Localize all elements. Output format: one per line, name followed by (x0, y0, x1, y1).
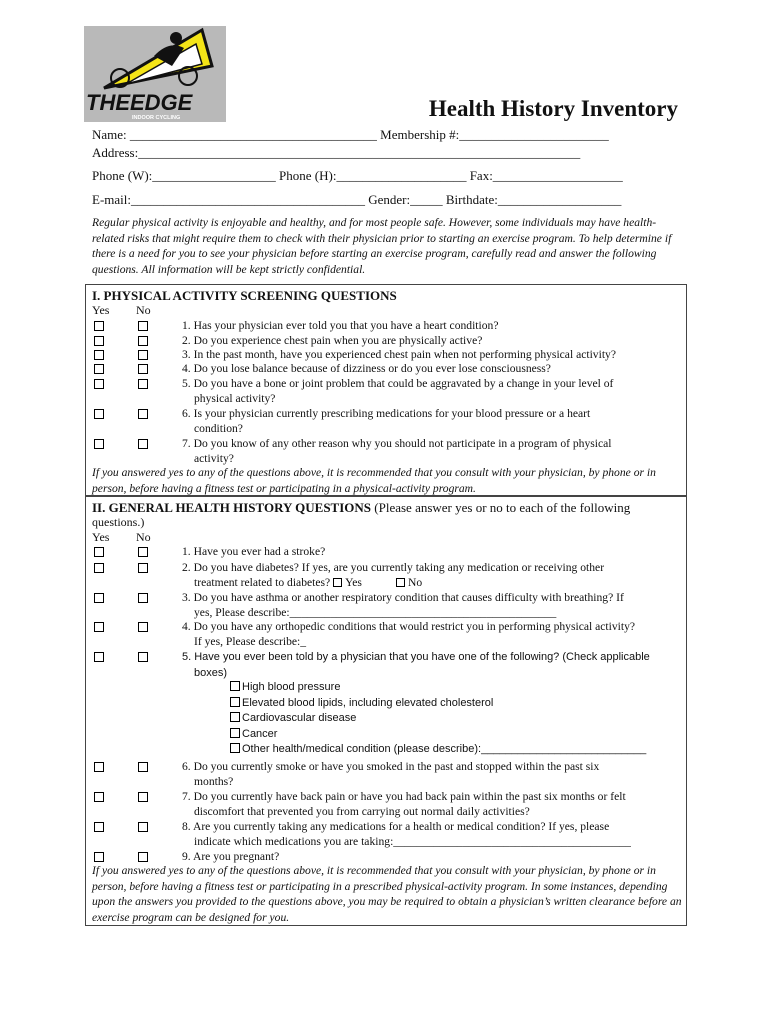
section-2-instruction: (Please answer yes or no to each of the following (374, 500, 631, 515)
s2-question-1: 1. Have you ever had a stroke? (182, 545, 326, 558)
s2-question-7: 7. Do you currently have back pain or have you had back pain within the past six months or felt discomfort that prevented you from carrying out normal daily activities? (182, 790, 626, 818)
s2-q2-yes-checkbox[interactable] (94, 563, 104, 573)
s1-q4-yes-checkbox[interactable] (94, 364, 104, 374)
s1-question-3: 3. In the past month, have you experienced chest pain when not performing physical activity? (182, 348, 616, 361)
phone-fax-line[interactable]: Phone (W):___________________ Phone (H):____________________ Fax:____________________ (92, 168, 623, 183)
s2-question-5: 5. Have you ever been told by a physician that you have one of the following? (Check applicable boxes) (182, 651, 650, 679)
section-2-note: If you answered yes to any of the questions above, it is recommended that you consult with your physician, by phone or in person, before having a fitness test or participating in a prescribed physical-activity program. In some instances, depending upon the answers you provided to the questions above, you may be required to obtain a physician’s written clearance before an exercise program can be designed for you. (92, 864, 682, 924)
address-line[interactable]: Address:____________________________________________________________________ (92, 145, 581, 160)
s1-q7-yes-checkbox[interactable] (94, 439, 104, 449)
section-1-heading: I. PHYSICAL ACTIVITY SCREENING QUESTIONS (92, 288, 397, 303)
logo-subtitle: INDOOR CYCLING (132, 115, 181, 121)
the-edge-logo (84, 26, 226, 122)
s2-no-column-label: No (136, 530, 151, 544)
s1-q2-yes-checkbox[interactable] (94, 336, 104, 346)
s2-q1-no-checkbox[interactable] (138, 547, 148, 557)
s2-q4-yes-checkbox[interactable] (94, 622, 104, 632)
option-cardiovascular-disease[interactable]: Cardiovascular disease (230, 712, 356, 724)
s1-q1-yes-checkbox[interactable] (94, 321, 104, 331)
s2-q9-yes-checkbox[interactable] (94, 852, 104, 862)
name-membership-line[interactable]: Name: ______________________________________ Membership #:_______________________ (92, 127, 609, 142)
s2-q8-yes-checkbox[interactable] (94, 822, 104, 832)
s1-q1-no-checkbox[interactable] (138, 321, 148, 331)
s1-q4-no-checkbox[interactable] (138, 364, 148, 374)
s2-q6-no-checkbox[interactable] (138, 762, 148, 772)
s1-q5-yes-checkbox[interactable] (94, 379, 104, 389)
option-elevated-lipids[interactable]: Elevated blood lipids, including elevated cholesterol (230, 697, 493, 709)
diabetes-treatment-yes-checkbox[interactable] (333, 578, 342, 587)
option-checkbox[interactable] (230, 712, 240, 722)
s2-question-8: 8. Are you currently taking any medications for a health or medical condition? If yes, please indicate which medications you are taking:_________________________________________ (182, 820, 631, 848)
s2-q5-no-checkbox[interactable] (138, 652, 148, 662)
s2-question-9: 9. Are you pregnant? (182, 850, 280, 863)
s2-yes-column-label: Yes (92, 530, 110, 544)
section-1-note: If you answered yes to any of the questions above, it is recommended that you consult with your physician, by phone or in person, before having a fitness test or participating in a physical-activity program. (92, 466, 656, 495)
s2-question-2: 2. Do you have diabetes? If yes, are you currently taking any medication or receiving other treatment related to diabetes? Yes No (182, 561, 605, 589)
option-checkbox[interactable] (230, 743, 240, 753)
section-2-title: II. GENERAL HEALTH HISTORY QUESTIONS (92, 500, 372, 515)
s1-question-4: 4. Do you lose balance because of dizziness or do you ever lose consciousness? (182, 362, 551, 375)
s1-question-2: 2. Do you experience chest pain when you are physically active? (182, 334, 483, 347)
logo-brand: THEEDGE (86, 90, 193, 115)
s1-q6-yes-checkbox[interactable] (94, 409, 104, 419)
s1-question-6: 6. Is your physician currently prescribing medications for your blood pressure or a heart condition? (182, 407, 591, 435)
s2-q4-no-checkbox[interactable] (138, 622, 148, 632)
s2-q3-no-checkbox[interactable] (138, 593, 148, 603)
s2-q9-no-checkbox[interactable] (138, 852, 148, 862)
no-column-label: No (136, 303, 151, 317)
s1-question-1: 1. Has your physician ever told you that you have a heart condition? (182, 319, 499, 332)
option-cancer[interactable]: Cancer (230, 728, 277, 740)
s2-question-6: 6. Do you currently smoke or have you smoked in the past and stopped within the past six months? (182, 760, 600, 788)
s1-question-5: 5. Do you have a bone or joint problem that could be aggravated by a change in your level of physical activity? (182, 377, 614, 405)
s2-q5-yes-checkbox[interactable] (94, 652, 104, 662)
option-high-blood-pressure[interactable]: High blood pressure (230, 681, 340, 693)
s1-q5-no-checkbox[interactable] (138, 379, 148, 389)
s2-q7-yes-checkbox[interactable] (94, 792, 104, 802)
s2-q1-yes-checkbox[interactable] (94, 547, 104, 557)
email-gender-birthdate-line[interactable]: E-mail:____________________________________ Gender:_____ Birthdate:___________________ (92, 192, 622, 207)
s1-q6-no-checkbox[interactable] (138, 409, 148, 419)
s1-q3-no-checkbox[interactable] (138, 350, 148, 360)
s2-q6-yes-checkbox[interactable] (94, 762, 104, 772)
s2-q8-no-checkbox[interactable] (138, 822, 148, 832)
section-2-heading (92, 500, 630, 516)
s2-q7-no-checkbox[interactable] (138, 792, 148, 802)
s2-q2-no-checkbox[interactable] (138, 563, 148, 573)
yes-column-label: Yes (92, 303, 110, 317)
option-checkbox[interactable] (230, 681, 240, 691)
intro-paragraph: Regular physical activity is enjoyable and healthy, and for most people safe. However, some individuals may have health-related risks that might require them to check with their physician prior to starting an exercise program. To help determine if there is a need for you to see your physician before starting an exercise program, carefully read and answer the following questions. All information will be kept strictly confidential. (92, 216, 672, 276)
s2-question-3: 3. Do you have asthma or another respiratory condition that causes difficulty with breathing? If yes, Please describe:______________________________________________ (182, 591, 624, 619)
s1-q3-yes-checkbox[interactable] (94, 350, 104, 360)
page-title: Health History Inventory (428, 96, 678, 121)
diabetes-treatment-no-checkbox[interactable] (396, 578, 405, 587)
option-checkbox[interactable] (230, 697, 240, 707)
section-2-instruction-cont: questions.) (92, 515, 145, 529)
s1-question-7: 7. Do you know of any other reason why you should not participate in a program of physical activity? (182, 437, 612, 465)
s1-q7-no-checkbox[interactable] (138, 439, 148, 449)
s1-q2-no-checkbox[interactable] (138, 336, 148, 346)
option-checkbox[interactable] (230, 728, 240, 738)
s2-question-4: 4. Do you have any orthopedic conditions that would restrict you in performing physical activity? If yes, Please describe:_ (182, 620, 636, 648)
option-other-condition[interactable]: Other health/medical condition (please describe):___________________________ (230, 743, 646, 755)
s2-q3-yes-checkbox[interactable] (94, 593, 104, 603)
